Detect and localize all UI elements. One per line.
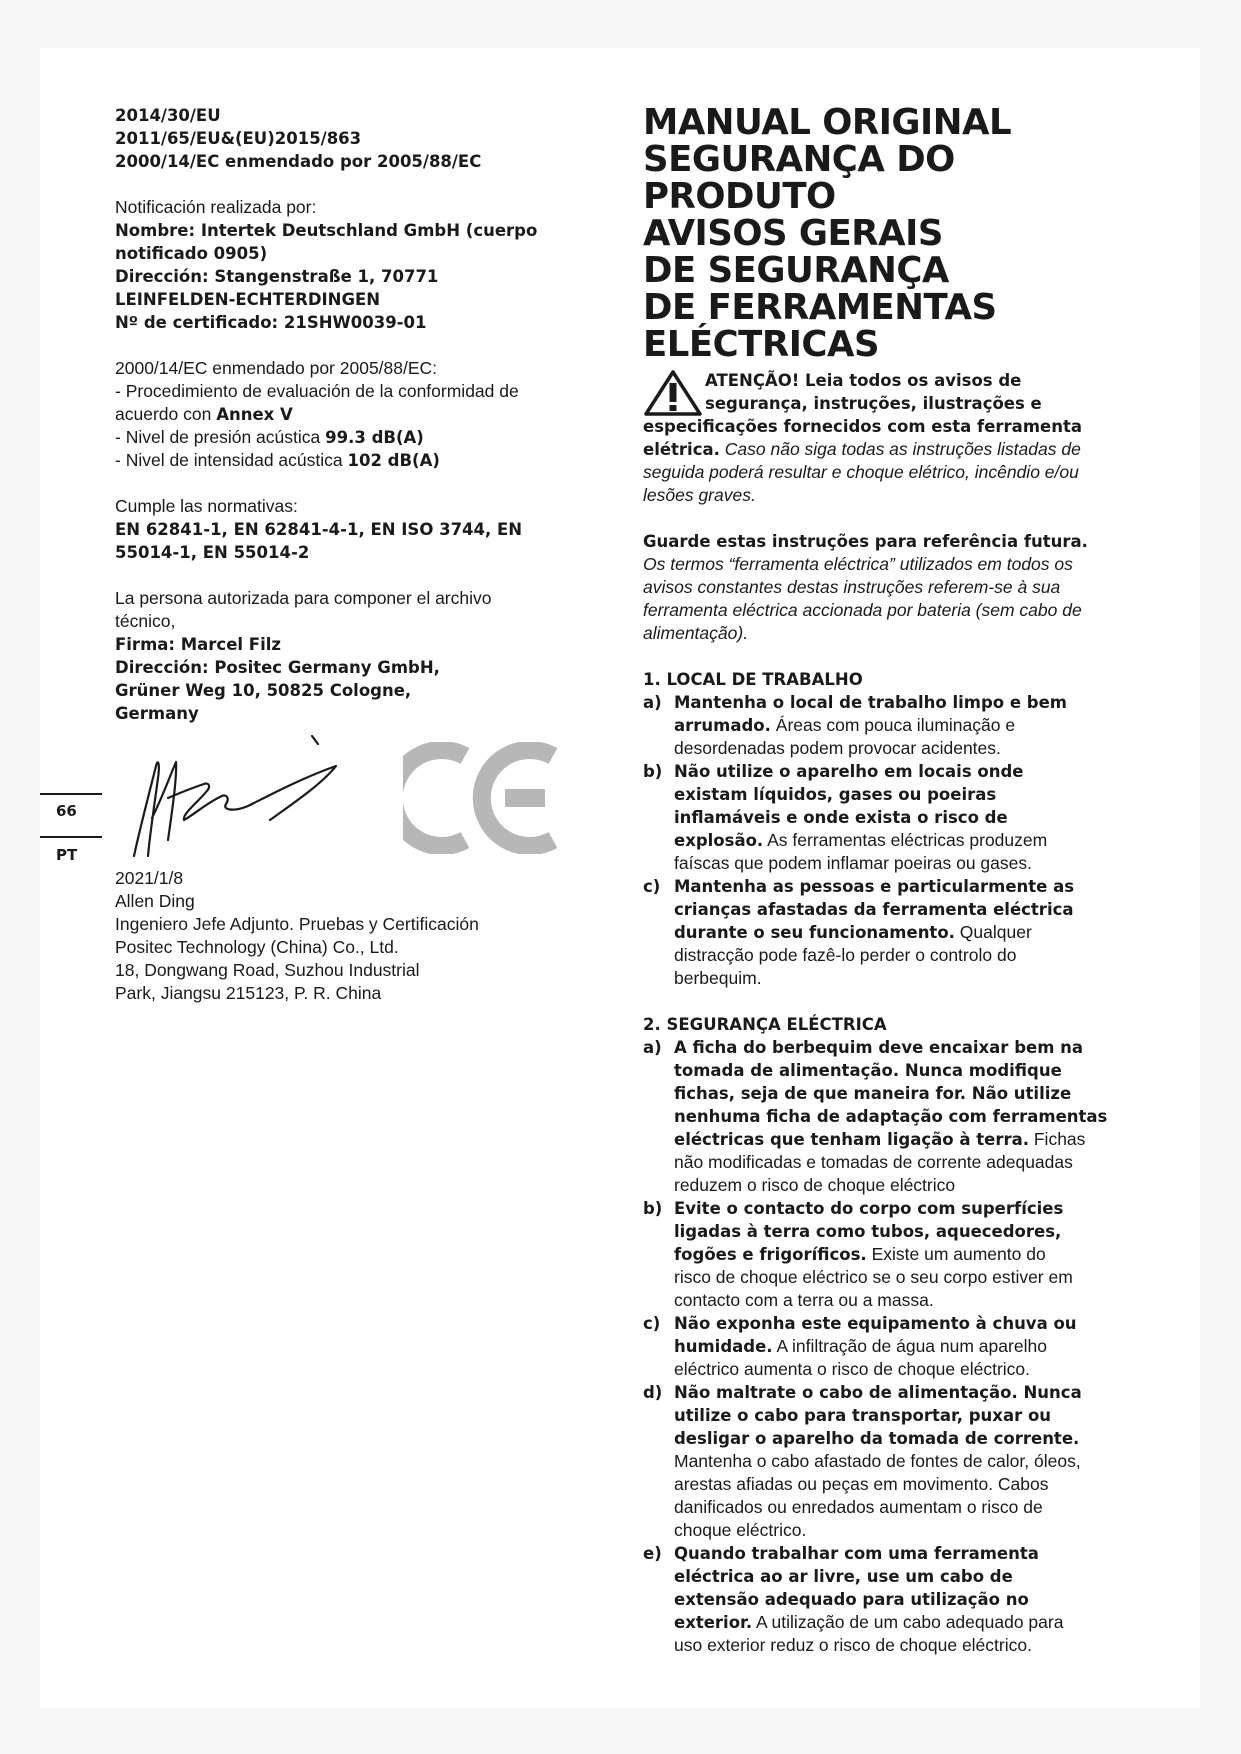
list-item [643, 1381, 1140, 1542]
terms-note: alimentação). [643, 623, 749, 643]
item-bold: Evite o contacto do corpo com superfícies [674, 1199, 1064, 1218]
signatory-line: Allen Ding [115, 891, 195, 911]
tab-divider [40, 793, 102, 795]
item-text: reduzem o risco de choque eléctrico [674, 1175, 956, 1195]
warning-text: segurança, instruções, ilustrações e [705, 394, 1042, 413]
item-bold: nenhuma ficha de adaptação com ferramentas [674, 1107, 1108, 1126]
standards-line: EN 62841-1, EN 62841-4-1, EN ISO 3744, EN [115, 520, 523, 539]
directive: 2014/30/EU [115, 106, 221, 125]
item-text: não modificadas e tomadas de corrente adequadas [674, 1152, 1073, 1172]
authorized-person-line: Firma: Marcel Filz [115, 635, 281, 654]
title-line: PRODUTO [643, 176, 836, 217]
title-line: SEGURANÇA DO [643, 139, 955, 180]
title-line: DE FERRAMENTAS [643, 287, 997, 328]
item-text: As ferramentas eléctricas produzem [763, 830, 1048, 850]
item-bold: A ficha do berbequim deve encaixar bem na [674, 1038, 1084, 1057]
item-bold: humidade. [674, 1337, 773, 1356]
item-bold: Mantenha o local de trabalho limpo e bem [674, 693, 1067, 712]
terms-note: Os termos “ferramenta eléctrica” utilizados em todos os [643, 554, 1073, 574]
item-line [674, 1335, 1140, 1358]
pressure-label: - Nivel de presión acústica [115, 427, 326, 447]
list-item [643, 1036, 1140, 1197]
item-line [674, 921, 1140, 944]
item-bold: fogões e frigoríficos. [674, 1245, 867, 1264]
item-text: Fichas [1029, 1129, 1086, 1149]
item-bold: ligadas à terra como tubos, aquecedores, [674, 1222, 1062, 1241]
warning-bold: elétrica. [643, 440, 720, 459]
procedure-line: - Procedimiento de evaluación de la conformidad de [115, 381, 519, 401]
signature-image [122, 728, 362, 868]
item-bold: arrumado. [674, 716, 771, 735]
item-bold: Quando trabalhar com uma ferramenta [674, 1544, 1039, 1563]
item-bold: Não utilize o aparelho em locais onde [674, 762, 1024, 781]
item-text: uso exterior reduz o risco de choque eléctrico. [674, 1635, 1032, 1655]
annex-value: Annex V [216, 405, 293, 424]
amendment-label: 2000/14/EC enmendado por 2005/88/EC: [115, 358, 438, 378]
item-bold: explosão. [674, 831, 764, 850]
pressure-value: 99.3 dB(A) [325, 428, 424, 447]
warning-text: especificações fornecidos com esta ferramenta [643, 417, 1082, 436]
item-bold: exterior. [674, 1613, 753, 1632]
item-text: desordenadas podem provocar acidentes. [674, 738, 1001, 758]
signatory-block [115, 867, 585, 1005]
declaration-column [115, 104, 585, 725]
section-heading: 2. SEGURANÇA ELÉCTRICA [643, 1015, 887, 1034]
page-title [643, 104, 1140, 363]
certificate-number: Nº de certificado: 21SHW0039-01 [115, 313, 427, 332]
item-text: A utilização de um cabo adequado para [752, 1612, 1064, 1632]
warning-italic: lesões graves. [643, 485, 756, 505]
item-text: risco de choque eléctrico se o seu corpo estiver em [674, 1267, 1073, 1287]
authorized-person-text: La persona autorizada para componer el archivo [115, 588, 492, 608]
item-bold: Não maltrate o cabo de alimentação. Nunca [674, 1383, 1082, 1402]
safety-column [643, 104, 1140, 1657]
intensity-label: - Nivel de intensidad acústica [115, 450, 348, 470]
item-letter: a) [643, 1038, 662, 1057]
title-line: AVISOS GERAIS [643, 213, 943, 254]
item-bold: crianças afastadas da ferramenta eléctrica [674, 900, 1074, 919]
item-text: arestas afiadas ou peças em movimento. Cabos [674, 1474, 1049, 1494]
language-code: PT [56, 846, 78, 864]
list-item [643, 760, 1140, 875]
item-text: A infiltração de água num aparelho [772, 1336, 1047, 1356]
item-bold: tomada de alimentação. Nunca modifique [674, 1061, 1062, 1080]
terms-note: avisos constantes destas instruções referem-se à sua [643, 577, 1061, 597]
warning-italic: Caso não siga todas as instruções listadas de [719, 439, 1081, 459]
item-bold: fichas, seja de que maneira for. Não utilize [674, 1084, 1072, 1103]
title-line: DE SEGURANÇA [643, 250, 949, 291]
item-text: eléctrico aumenta o risco de choque eléctrico. [674, 1359, 1031, 1379]
item-text: contacto com a terra ou a massa. [674, 1290, 934, 1310]
authorized-person-line: Germany [115, 704, 199, 723]
signatory-line: 2021/1/8 [115, 868, 184, 888]
procedure-text: acuerdo con [115, 404, 217, 424]
terms-note: ferramenta eléctrica accionada por bateria (sem cabo de [643, 600, 1082, 620]
item-bold: Mantenha as pessoas e particularmente as [674, 877, 1075, 896]
item-text: Existe um aumento do [866, 1244, 1046, 1264]
item-line [674, 829, 1140, 852]
authorized-person-line: Grüner Weg 10, 50825 Cologne, [115, 681, 412, 700]
item-bold: desligar o aparelho da tomada de corrente. [674, 1429, 1080, 1448]
item-line [674, 1611, 1140, 1634]
warning-block [643, 369, 1140, 507]
warning-triangle-icon [643, 369, 703, 417]
item-text: Qualquer [954, 922, 1032, 942]
item-letter: b) [643, 1199, 663, 1218]
item-bold: utilize o cabo para transportar, puxar ou [674, 1406, 1052, 1425]
page-number: 66 [56, 802, 77, 820]
warning-text [643, 438, 1140, 461]
list-item [643, 1197, 1140, 1312]
list-item [643, 1312, 1140, 1381]
procedure-line-2 [115, 403, 585, 426]
title-line: MANUAL ORIGINAL [643, 102, 1012, 143]
item-text: faíscas que podem inflamar poeiras ou gases. [674, 853, 1032, 873]
item-bold: extensão adequado para utilização no [674, 1590, 1029, 1609]
intensity-value: 102 dB(A) [347, 451, 440, 470]
standards-label: Cumple las normativas: [115, 496, 298, 516]
ce-mark [403, 742, 565, 854]
authorized-person-text: técnico, [115, 611, 176, 631]
notified-body-line: Nombre: Intertek Deutschland GmbH (cuerpo [115, 221, 538, 240]
tab-divider [40, 836, 102, 838]
intensity-level [115, 449, 585, 472]
item-bold: eléctricas que tenham ligação à terra. [674, 1130, 1029, 1149]
item-bold: existam líquidos, gases ou poeiras [674, 785, 997, 804]
item-letter: e) [643, 1544, 662, 1563]
notified-body-line: notificado 0905) [115, 244, 268, 263]
notified-body-line: Dirección: Stangenstraße 1, 70771 [115, 267, 439, 286]
item-line [674, 1243, 1140, 1266]
item-text: distracção pode fazê-lo perder o controlo do [674, 945, 1017, 965]
item-text: Mantenha o cabo afastado de fontes de calor, óleos, [674, 1451, 1081, 1471]
item-bold: Não exponha este equipamento à chuva ou [674, 1314, 1077, 1333]
item-letter: d) [643, 1383, 663, 1402]
item-bold: eléctrica ao ar livre, use um cabo de [674, 1567, 1013, 1586]
directive: 2011/65/EU&(EU)2015/863 [115, 129, 362, 148]
item-text: danificados ou enredados aumentam o risco de [674, 1497, 1043, 1517]
item-text: berbequim. [674, 968, 762, 988]
item-text: choque eléctrico. [674, 1520, 807, 1540]
list-item [643, 875, 1140, 990]
standards-line: 55014-1, EN 55014-2 [115, 543, 310, 562]
signatory-line: Park, Jiangsu 215123, P. R. China [115, 983, 382, 1003]
notified-body-line: LEINFELDEN-ECHTERDINGEN [115, 290, 381, 309]
pressure-level [115, 426, 585, 449]
warning-italic: seguida poderá resultar e choque elétrico, incêndio e/ou [643, 462, 1079, 482]
directive: 2000/14/EC enmendado por 2005/88/EC [115, 152, 482, 171]
item-letter: c) [643, 1314, 661, 1333]
list-item [643, 1542, 1140, 1657]
item-bold: durante o seu funcionamento. [674, 923, 955, 942]
item-bold: inflamáveis e onde exista o risco de [674, 808, 1008, 827]
notification-label: Notificación realizada por: [115, 197, 317, 217]
signatory-line: 18, Dongwang Road, Suzhou Industrial [115, 960, 420, 980]
item-letter: b) [643, 762, 663, 781]
signatory-line: Ingeniero Jefe Adjunto. Pruebas y Certificación [115, 914, 479, 934]
item-letter: c) [643, 877, 661, 896]
title-line: ELÉCTRICAS [643, 324, 880, 365]
list-item [643, 691, 1140, 760]
warning-text: ATENÇÃO! Leia todos os avisos de [705, 371, 1022, 390]
item-line [674, 714, 1140, 737]
authorized-person-line: Dirección: Positec Germany GmbH, [115, 658, 440, 677]
item-letter: a) [643, 693, 662, 712]
signatory-line: Positec Technology (China) Co., Ltd. [115, 937, 399, 957]
item-line [674, 1128, 1140, 1151]
keep-instructions: Guarde estas instruções para referência futura. [643, 532, 1088, 551]
item-text: Áreas com pouca iluminação e [770, 715, 1016, 735]
section-heading: 1. LOCAL DE TRABALHO [643, 670, 863, 689]
